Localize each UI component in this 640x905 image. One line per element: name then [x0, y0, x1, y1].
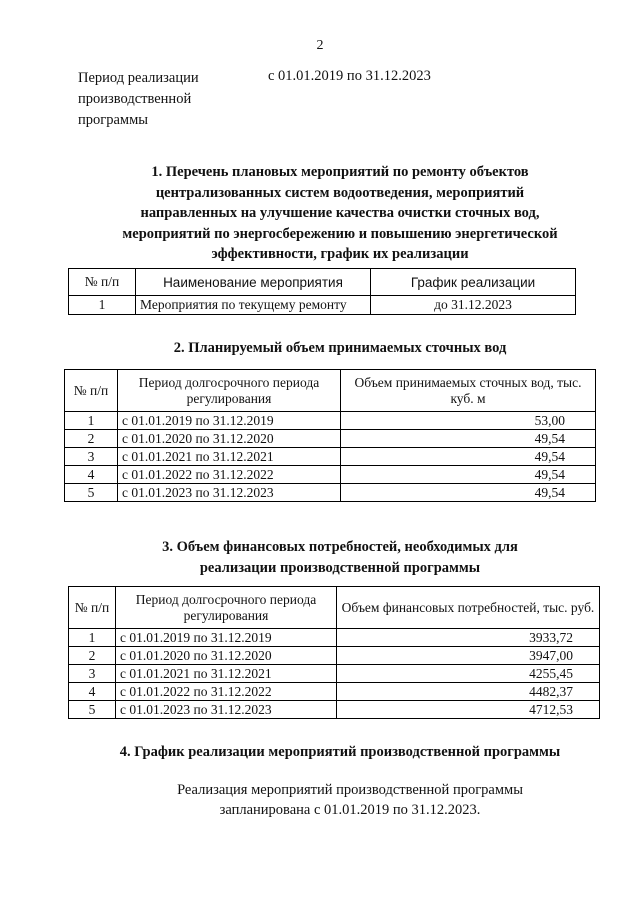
table-row: [65, 448, 596, 466]
header-cell: Наименование мероприятия: [136, 269, 371, 296]
table-row: [65, 484, 596, 502]
section4-title: 4. График реализации мероприятий производственной программы: [119, 744, 561, 760]
table-cell: 53,00: [341, 412, 596, 430]
table-cell: 4: [65, 466, 118, 484]
table-cell: 49,54: [341, 484, 596, 502]
header-cell: График реализации: [371, 269, 576, 296]
table-header-row: [65, 370, 596, 412]
table-row: [69, 701, 600, 719]
table-cell: 5: [69, 701, 116, 719]
table-cell: 3: [69, 665, 116, 683]
table-header-row: [69, 269, 576, 296]
table-cell: 1: [69, 629, 116, 647]
section1-table: [68, 268, 576, 315]
table-row: [69, 647, 600, 665]
table-cell: 4: [69, 683, 116, 701]
table-row: [65, 466, 596, 484]
table-cell: 5: [65, 484, 118, 502]
table-cell: с 01.01.2022 по 31.12.2022: [118, 466, 341, 484]
header-cell: Объем принимаемых сточных вод, тыс. куб. м: [341, 370, 596, 412]
table-cell: с 01.01.2019 по 31.12.2019: [118, 412, 341, 430]
table-cell: 3933,72: [337, 629, 600, 647]
table-cell: 2: [65, 430, 118, 448]
header-cell: № п/п: [65, 370, 118, 412]
table-cell: 1: [65, 412, 118, 430]
table-cell: с 01.01.2023 по 31.12.2023: [118, 484, 341, 502]
table-cell: 4712,53: [337, 701, 600, 719]
table-cell: 49,54: [341, 448, 596, 466]
table-row: [69, 683, 600, 701]
table-row: [69, 296, 576, 315]
section3-title: 3. Объем финансовых потребностей, необходимых для реализации производственной программы: [162, 539, 518, 576]
header-cell: № п/п: [69, 269, 136, 296]
table-cell: с 01.01.2020 по 31.12.2020: [116, 647, 337, 665]
section2-table: [64, 369, 596, 502]
table-cell: с 01.01.2023 по 31.12.2023: [116, 701, 337, 719]
page-number: 2: [316, 38, 324, 53]
section4-text: Реализация мероприятий производственной программы запланирована с 01.01.2019 по 31.12.2023.: [177, 782, 523, 818]
section1-title: 1. Перечень плановых мероприятий по ремонту объектов централизованных систем водоотведения, мероприятий направленных на улучшение качества очистки сточных вод, мероприятий по энергосбережению и повышению энергетической эффективности, график их реализации: [122, 164, 558, 262]
table-cell: 4255,45: [337, 665, 600, 683]
table-row: [69, 665, 600, 683]
table-cell: с 01.01.2022 по 31.12.2022: [116, 683, 337, 701]
header-cell: Объем финансовых потребностей, тыс. руб.: [337, 587, 600, 629]
table-row: [69, 629, 600, 647]
table-cell: 3947,00: [337, 647, 600, 665]
table-cell: с 01.01.2021 по 31.12.2021: [118, 448, 341, 466]
table-row: [65, 430, 596, 448]
table-cell: с 01.01.2019 по 31.12.2019: [116, 629, 337, 647]
table-cell: Мероприятия по текущему ремонту: [136, 296, 371, 315]
table-cell: 49,54: [341, 466, 596, 484]
table-cell: до 31.12.2023: [371, 296, 576, 315]
table-cell: с 01.01.2021 по 31.12.2021: [116, 665, 337, 683]
header-cell: Период долгосрочного периода регулирования: [116, 587, 337, 629]
table-cell: с 01.01.2020 по 31.12.2020: [118, 430, 341, 448]
period-value: с 01.01.2019 по 31.12.2023: [268, 68, 431, 84]
table-cell: 1: [69, 296, 136, 315]
section2-title: 2. Планируемый объем принимаемых сточных вод: [173, 340, 507, 356]
header-cell: Период долгосрочного периода регулирования: [118, 370, 341, 412]
table-cell: 4482,37: [337, 683, 600, 701]
table-header-row: [69, 587, 600, 629]
header-cell: № п/п: [69, 587, 116, 629]
table-row: [65, 412, 596, 430]
period-label: Период реализации производственной программы: [78, 70, 199, 128]
table-cell: 3: [65, 448, 118, 466]
section3-table: [68, 586, 600, 719]
table-cell: 49,54: [341, 430, 596, 448]
table-cell: 2: [69, 647, 116, 665]
